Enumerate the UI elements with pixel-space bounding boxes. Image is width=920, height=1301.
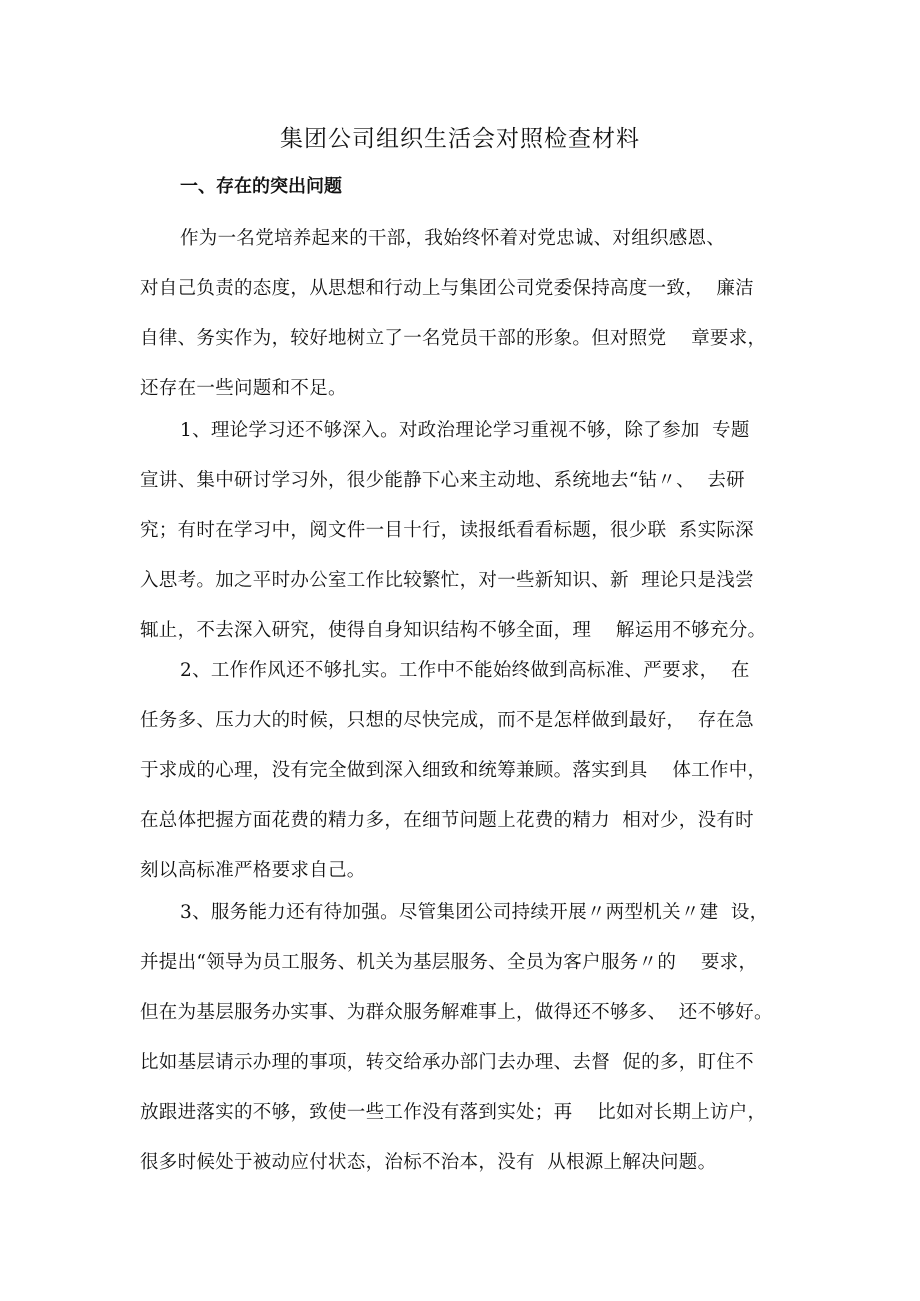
paragraph-line: 自律、务实作为，较好地树立了一名党员干部的形象。但对照党 章要求， — [140, 328, 767, 349]
paragraph-line: 还存在一些问题和不足。 — [140, 378, 347, 399]
document-title: 集团公司组织生活会对照检查材料 — [280, 126, 640, 152]
paragraph-line: 于求成的心理，没有完全做到深入细致和统筹兼顾。落实到具 体工作中， — [140, 760, 767, 781]
paragraph-line: 刻以高标准严格要求自己。 — [140, 860, 366, 881]
paragraph-intro — [140, 214, 800, 414]
paragraph-line: 辄止，不去深入研究，使得自身知识结构不够全面，理 解运用不够充分。 — [140, 620, 767, 641]
paragraph-line: 很多时候处于被动应付状态，治标不治本，没有 从根源上解决问题。 — [140, 1152, 717, 1173]
paragraph-line: 在总体把握方面花费的精力多，在细节问题上花费的精力 相对少，没有时 — [140, 810, 754, 831]
paragraph-line: 放跟进落实的不够，致使一些工作没有落到实处；再 比如对长期上访户， — [140, 1102, 767, 1123]
paragraph-line: 任务多、压力大的时候，只想的尽快完成，而不是怎样做到最好， 存在急 — [140, 710, 754, 731]
paragraph-line: 并提出“领导为员工服务、机关为基层服务、全员为客户服务〃的 要求， — [140, 952, 758, 973]
paragraph-line: 3、服务能力还有待加强。尽管集团公司持续开展〃两型机关〃建 设， — [180, 902, 769, 923]
paragraph-line: 作为一名党培养起来的干部，我始终怀着对党忠诚、对组织感恩、 — [180, 228, 726, 249]
paragraph-line: 2、工作作风还不够扎实。工作中不能始终做到高标准、严要求， 在 — [180, 660, 750, 681]
section-heading: 一、存在的突出问题 — [180, 176, 342, 197]
paragraph-line: 1、理论学习还不够深入。对政治理论学习重视不够，除了参加 专题 — [180, 420, 750, 441]
paragraph-line: 宣讲、集中研讨学习外，很少能静下心来主动地、系统地去“钻〃、 去研 — [140, 470, 745, 491]
paragraph-line: 但在为基层服务办实事、为群众服务解难事上，做得还不够多、 还不够好。 — [140, 1002, 773, 1023]
paragraph-line: 究；有时在学习中，阅文件一目十行，读报纸看看标题，很少联 系实际深 — [140, 520, 754, 541]
paragraph-point-2 — [140, 646, 800, 896]
paragraph-line: 对自己负责的态度，从思想和行动上与集团公司党委保持高度一致， 廉洁 — [140, 278, 754, 299]
paragraph-line: 入思考。加之平时办公室工作比较繁忙，对一些新知识、新 理论只是浅尝 — [140, 570, 754, 591]
paragraph-line: 比如基层请示办理的事项，转交给承办部门去办理、去督 促的多，盯住不 — [140, 1052, 754, 1073]
paragraph-point-3 — [140, 888, 800, 1188]
paragraph-point-1 — [140, 406, 800, 656]
